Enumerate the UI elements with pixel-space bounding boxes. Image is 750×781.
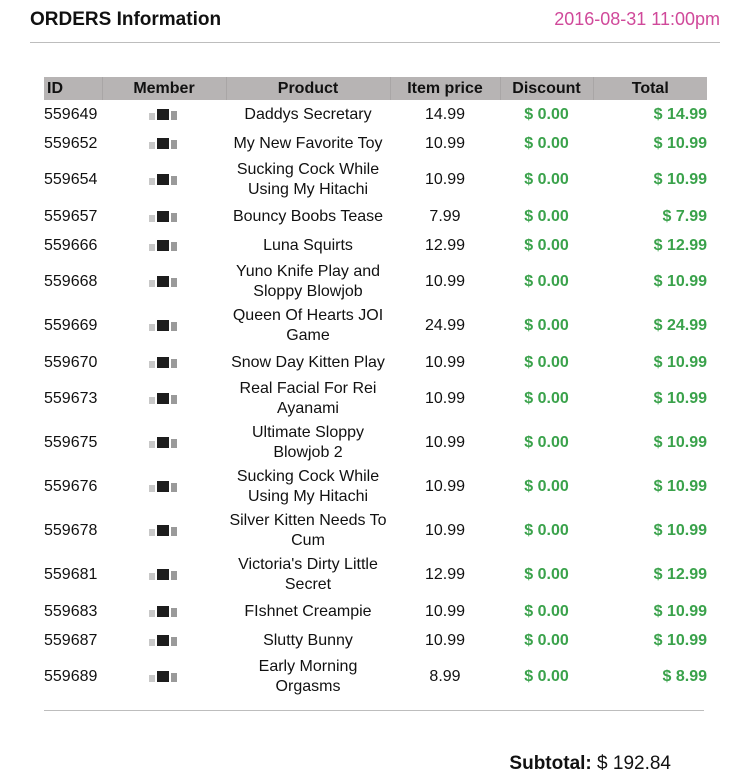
total-cell: $ 10.99 (653, 478, 707, 495)
order-id-cell: 559678 (44, 522, 98, 539)
subtotal-value: $ 192.84 (597, 753, 671, 774)
subtotal-label: Subtotal: (509, 753, 592, 774)
redaction-block (149, 215, 155, 222)
redacted-member-name (143, 135, 185, 152)
redaction-block (171, 322, 177, 331)
table-row (44, 304, 707, 348)
item-price-cell: 12.99 (424, 566, 466, 583)
redaction-block (171, 483, 177, 492)
member-cell (102, 129, 226, 158)
redaction-block (149, 485, 155, 492)
redaction-block (149, 675, 155, 682)
order-id-cell: 559683 (44, 602, 98, 620)
member-cell (102, 348, 226, 377)
redaction-block (171, 242, 177, 251)
table-row (44, 597, 707, 626)
redaction-block (149, 244, 155, 251)
product-cell: Daddys Secretary (244, 105, 372, 123)
total-cell: $ 10.99 (653, 390, 707, 407)
redaction-block (149, 142, 155, 149)
member-cell (102, 553, 226, 597)
order-id-cell: 559670 (44, 353, 98, 371)
table-divider (44, 710, 704, 711)
discount-cell: $ 0.00 (524, 134, 569, 152)
redaction-block (157, 393, 169, 404)
redacted-member-name (143, 390, 185, 407)
table-row (44, 158, 707, 202)
order-id-cell: 559689 (44, 668, 98, 685)
item-price-cell: 10.99 (424, 478, 466, 495)
redaction-block (171, 439, 177, 448)
redaction-block (171, 571, 177, 580)
table-row (44, 231, 707, 260)
product-cell: Snow Day Kitten Play (231, 353, 385, 371)
redaction-block (149, 573, 155, 580)
total-cell: $ 10.99 (653, 522, 707, 539)
discount-cell: $ 0.00 (524, 273, 569, 290)
redacted-member-name (143, 106, 185, 123)
item-price-cell: 10.99 (424, 522, 466, 539)
item-price-cell: 10.99 (424, 171, 466, 188)
redaction-block (157, 138, 169, 149)
redaction-block (157, 606, 169, 617)
order-id-cell: 559666 (44, 236, 98, 254)
product-cell: Slutty Bunny (263, 631, 353, 649)
total-cell: $ 12.99 (653, 236, 707, 254)
product-cell: Bouncy Boobs Tease (232, 207, 384, 225)
redaction-block (157, 437, 169, 448)
item-price-cell: 7.99 (429, 207, 461, 225)
member-cell (102, 260, 226, 304)
redaction-block (149, 361, 155, 368)
order-id-cell: 559652 (44, 134, 98, 152)
redaction-block (171, 673, 177, 682)
table-row (44, 465, 707, 509)
table-row (44, 509, 707, 553)
total-cell: $ 8.99 (662, 668, 707, 685)
redaction-block (157, 211, 169, 222)
total-cell: $ 10.99 (653, 631, 707, 649)
redaction-block (157, 525, 169, 536)
redacted-member-name (143, 237, 185, 254)
discount-cell: $ 0.00 (524, 317, 569, 334)
discount-cell: $ 0.00 (524, 171, 569, 188)
product-cell: My New Favorite Toy (233, 134, 383, 152)
product-cell: Luna Squirts (263, 236, 353, 254)
redaction-block (149, 280, 155, 287)
item-price-cell: 10.99 (424, 434, 466, 451)
table-row (44, 100, 707, 129)
member-cell (102, 626, 226, 655)
redacted-member-name (143, 668, 185, 685)
redaction-block (157, 635, 169, 646)
product-cell: Silver Kitten Needs To Cum (229, 512, 387, 549)
table-row (44, 655, 707, 699)
redacted-member-name (143, 317, 185, 334)
order-id-cell: 559673 (44, 390, 98, 407)
table-header-row (44, 77, 707, 100)
column-header-discount: Discount (500, 77, 593, 100)
member-cell (102, 231, 226, 260)
redaction-block (171, 111, 177, 120)
discount-cell: $ 0.00 (524, 105, 569, 123)
redaction-block (171, 359, 177, 368)
header-divider (30, 42, 720, 43)
item-price-cell: 10.99 (424, 602, 466, 620)
discount-cell: $ 0.00 (524, 390, 569, 407)
member-cell (102, 465, 226, 509)
redacted-member-name (143, 632, 185, 649)
redaction-block (157, 357, 169, 368)
redacted-member-name (143, 273, 185, 290)
column-header-member: Member (102, 77, 226, 100)
total-cell: $ 10.99 (653, 434, 707, 451)
column-header-id: ID (44, 77, 102, 100)
member-cell (102, 421, 226, 465)
table-row (44, 421, 707, 465)
redaction-block (157, 481, 169, 492)
redacted-member-name (143, 354, 185, 371)
page-title: ORDERS Information (30, 9, 222, 30)
redaction-block (149, 324, 155, 331)
discount-cell: $ 0.00 (524, 236, 569, 254)
member-cell (102, 100, 226, 129)
member-cell (102, 377, 226, 421)
product-cell: Sucking Cock While Using My Hitachi (236, 161, 380, 198)
member-cell (102, 202, 226, 231)
redaction-block (157, 320, 169, 331)
item-price-cell: 24.99 (424, 317, 466, 334)
redaction-block (171, 395, 177, 404)
member-cell (102, 655, 226, 699)
discount-cell: $ 0.00 (524, 522, 569, 539)
product-cell: Queen Of Hearts JOI Game (232, 307, 384, 344)
total-cell: $ 10.99 (653, 171, 707, 188)
redaction-block (157, 109, 169, 120)
discount-cell: $ 0.00 (524, 353, 569, 371)
redacted-member-name (143, 478, 185, 495)
order-id-cell: 559654 (44, 171, 98, 188)
total-cell: $ 10.99 (653, 353, 707, 371)
total-cell: $ 24.99 (653, 317, 707, 334)
order-datetime: 2016-08-31 11:00pm (554, 9, 720, 29)
redaction-block (157, 240, 169, 251)
column-header-product: Product (226, 77, 390, 100)
redaction-block (157, 671, 169, 682)
total-cell: $ 14.99 (653, 105, 707, 123)
table-row (44, 626, 707, 655)
order-id-cell: 559668 (44, 273, 98, 290)
redaction-block (149, 113, 155, 120)
product-cell: Early Morning Orgasms (258, 658, 358, 695)
item-price-cell: 8.99 (429, 668, 461, 685)
discount-cell: $ 0.00 (524, 631, 569, 649)
total-cell: $ 7.99 (662, 207, 707, 225)
order-id-cell: 559687 (44, 631, 98, 649)
redaction-block (171, 527, 177, 536)
product-cell: Sucking Cock While Using My Hitachi (236, 468, 380, 505)
redaction-block (149, 639, 155, 646)
total-cell: $ 10.99 (653, 602, 707, 620)
discount-cell: $ 0.00 (524, 478, 569, 495)
member-cell (102, 158, 226, 202)
table-row (44, 377, 707, 421)
product-cell: Victoria's Dirty Little Secret (238, 556, 378, 593)
redaction-block (171, 176, 177, 185)
redacted-member-name (143, 522, 185, 539)
item-price-cell: 10.99 (424, 273, 466, 290)
subtotal (509, 753, 671, 775)
redaction-block (157, 276, 169, 287)
redacted-member-name (143, 603, 185, 620)
product-cell: Ultimate Sloppy Blowjob 2 (251, 424, 365, 461)
order-id-cell: 559649 (44, 105, 98, 123)
table-row (44, 553, 707, 597)
table-row (44, 260, 707, 304)
redaction-block (149, 441, 155, 448)
redaction-block (171, 608, 177, 617)
total-cell: $ 10.99 (653, 134, 707, 152)
item-price-cell: 12.99 (424, 236, 466, 254)
redaction-block (149, 178, 155, 185)
redacted-member-name (143, 171, 185, 188)
member-cell (102, 509, 226, 553)
table-row (44, 129, 707, 158)
discount-cell: $ 0.00 (524, 566, 569, 583)
column-header-total: Total (593, 77, 707, 100)
item-price-cell: 10.99 (424, 353, 466, 371)
column-header-item-price: Item price (390, 77, 500, 100)
orders-table-body (44, 100, 707, 699)
redaction-block (149, 529, 155, 536)
order-id-cell: 559657 (44, 207, 98, 225)
redaction-block (171, 637, 177, 646)
product-cell: Real Facial For Rei Ayanami (239, 380, 377, 417)
order-id-cell: 559675 (44, 434, 98, 451)
product-cell: FIshnet Creampie (244, 602, 372, 620)
product-cell: Yuno Knife Play and Sloppy Blowjob (235, 263, 381, 300)
redacted-member-name (143, 208, 185, 225)
total-cell: $ 10.99 (653, 273, 707, 290)
member-cell (102, 304, 226, 348)
orders-table (44, 77, 707, 699)
redaction-block (171, 213, 177, 222)
redaction-block (149, 397, 155, 404)
item-price-cell: 10.99 (424, 631, 466, 649)
table-row (44, 348, 707, 377)
redaction-block (157, 569, 169, 580)
item-price-cell: 10.99 (424, 134, 466, 152)
discount-cell: $ 0.00 (524, 602, 569, 620)
discount-cell: $ 0.00 (524, 434, 569, 451)
discount-cell: $ 0.00 (524, 668, 569, 685)
total-cell: $ 12.99 (653, 566, 707, 583)
order-id-cell: 559681 (44, 566, 98, 583)
discount-cell: $ 0.00 (524, 207, 569, 225)
table-row (44, 202, 707, 231)
order-id-cell: 559669 (44, 317, 98, 334)
item-price-cell: 10.99 (424, 390, 466, 407)
member-cell (102, 597, 226, 626)
redaction-block (171, 140, 177, 149)
redaction-block (171, 278, 177, 287)
redaction-block (149, 610, 155, 617)
redacted-member-name (143, 566, 185, 583)
item-price-cell: 14.99 (424, 105, 466, 123)
redacted-member-name (143, 434, 185, 451)
redaction-block (157, 174, 169, 185)
order-id-cell: 559676 (44, 478, 98, 495)
